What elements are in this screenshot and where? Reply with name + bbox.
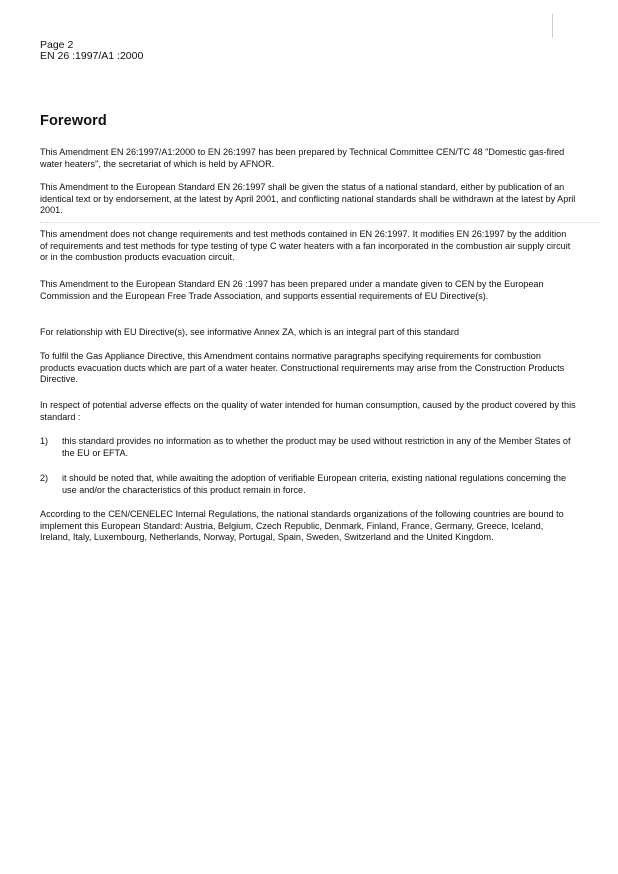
paragraph-3: This amendment does not change requirements and test methods contained in EN 26:1997. It modifies EN 26:1997 by the addition of requirements and test methods for type testing of type C water heaters with a fan incorporated in the combustion air supply circuit or in the combustion products evacuation circuit. <box>40 229 571 263</box>
document-reference: EN 26 :1997/A1 :2000 <box>40 50 144 62</box>
divider <box>40 222 600 223</box>
list-item-number: 2) <box>40 473 49 483</box>
paragraph-7: In respect of potential adverse effects on the quality of water intended for human consumption, caused by the product covered by this standard : <box>40 400 576 422</box>
page-number: Page 2 <box>40 39 74 51</box>
closing-paragraph: According to the CEN/CENELEC Internal Regulations, the national standards organizations of the following countries are bound to implement this European Standard: Austria, Belgium, Czech Republic, Denmark, Finland, France, Germany, Greece, Iceland, Ireland, Italy, Luxembourg, Netherlands, Norway, Portugal, Spain, Sweden, Switzerland and the United Kingdom. <box>40 509 564 543</box>
paragraph-1: This Amendment EN 26:1997/A1:2000 to EN 26:1997 has been prepared by Technical Committee CEN/TC 48 "Domestic gas-fired water heaters", the secretariat of which is held by AFNOR. <box>40 147 565 169</box>
page-header <box>40 40 143 62</box>
paragraph-5: For relationship with EU Directive(s), see informative Annex ZA, which is an integral part of this standard <box>40 327 459 337</box>
paragraph-6: To fulfil the Gas Appliance Directive, this Amendment contains normative paragraphs specifying requirements for combustion products evacuation ducts which are part of a water heater. Constructional requirements may arise from the Construction Products Directive. <box>40 351 565 385</box>
scan-mark <box>552 14 553 38</box>
paragraph-4: This Amendment to the European Standard EN 26 :1997 has been prepared under a mandate given to CEN by the European Commission and the European Free Trade Association, and supports essential requirements of EU Directive(s). <box>40 279 544 301</box>
paragraph-2: This Amendment to the European Standard EN 26:1997 shall be given the status of a national standard, either by publication of an identical text or by endorsement, at the latest by April 2001, and conflicting national standards shall be withdrawn at the latest by April 2001. <box>40 182 576 216</box>
list-item-text: this standard provides no information as to whether the product may be used without restriction in any of the Member States of the EU or EFTA. <box>62 436 571 458</box>
list-item-number: 1) <box>40 436 49 446</box>
list-item-text: it should be noted that, while awaiting the adoption of verifiable European criteria, existing national regulations concerning the use and/or the characteristics of this product remain in force. <box>62 473 567 495</box>
section-title: Foreword <box>40 113 107 129</box>
